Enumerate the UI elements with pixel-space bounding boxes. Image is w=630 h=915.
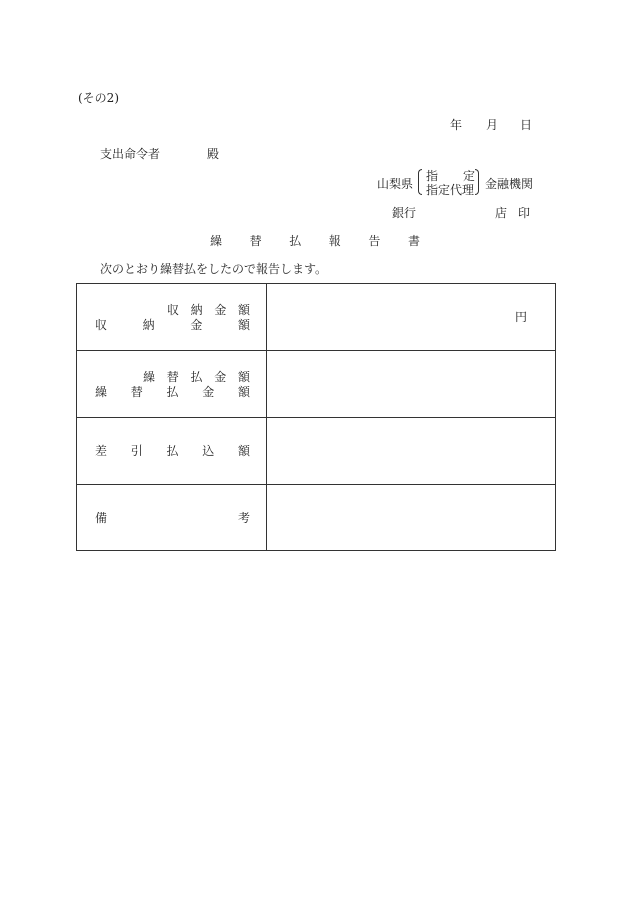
title-char: 払 bbox=[289, 234, 302, 248]
form-number: (その2) bbox=[78, 91, 119, 105]
title-char: 報 bbox=[328, 234, 341, 248]
row-label-main: 収 納 金 額 bbox=[95, 318, 250, 332]
receipt-amount-field[interactable] bbox=[267, 284, 556, 350]
net-payment-field[interactable] bbox=[267, 418, 556, 484]
report-table bbox=[76, 283, 556, 551]
row-label-main: 備 考 bbox=[95, 511, 250, 525]
issuer-designated-agent: 指定代理 bbox=[426, 183, 475, 197]
date-month-label: 月 bbox=[486, 118, 499, 132]
document-title bbox=[210, 234, 420, 248]
date-day-label: 日 bbox=[520, 118, 533, 132]
addressee-officer: 支出命令者 bbox=[100, 147, 161, 161]
left-bracket bbox=[418, 169, 422, 195]
title-char: 告 bbox=[368, 234, 381, 248]
issuer-designated-char2: 定 bbox=[463, 169, 476, 183]
addressee-honorific: 殿 bbox=[207, 147, 220, 161]
row-label-main: 繰 替 払 金 額 bbox=[95, 385, 250, 399]
yen-unit-label: 円 bbox=[515, 310, 528, 324]
table-row-substitute-payment bbox=[77, 351, 555, 418]
row-label-small: 収 納 金 額 bbox=[167, 303, 250, 317]
remarks-field[interactable] bbox=[267, 485, 556, 551]
title-char: 替 bbox=[249, 234, 262, 248]
issuer-seal-label: 印 bbox=[518, 206, 531, 220]
issuer-branch-label: 店 bbox=[495, 206, 508, 220]
row-label-small: 繰 替 払 金 額 bbox=[143, 370, 250, 384]
issuer-institution: 金融機関 bbox=[485, 177, 534, 191]
right-bracket bbox=[475, 169, 479, 195]
issuer-prefecture: 山梨県 bbox=[377, 177, 414, 191]
date-year-label: 年 bbox=[450, 118, 463, 132]
issuer-bank-label: 銀行 bbox=[392, 206, 417, 220]
table-row-receipt-amount bbox=[77, 284, 555, 351]
row-label-main: 差 引 払 込 額 bbox=[95, 444, 250, 458]
substitute-payment-field[interactable] bbox=[267, 351, 556, 417]
title-char: 書 bbox=[407, 234, 420, 248]
table-row-remarks bbox=[77, 485, 555, 551]
table-row-net-payment bbox=[77, 418, 555, 485]
issuer-designated-char1: 指 bbox=[426, 169, 439, 183]
title-char: 繰 bbox=[210, 234, 223, 248]
intro-text: 次のとおり繰替払をしたので報告します。 bbox=[100, 262, 328, 276]
